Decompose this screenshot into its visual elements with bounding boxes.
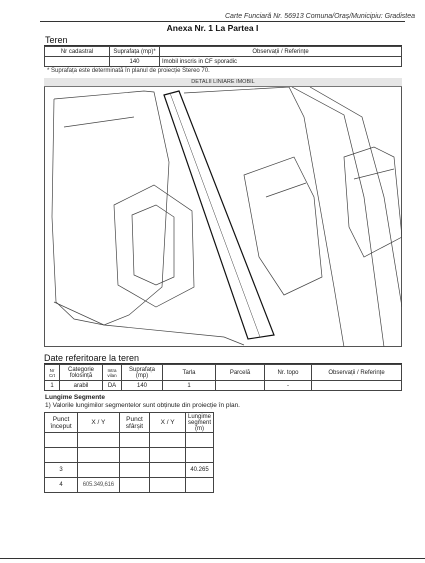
teren-col-nrcad: Nr cadastral <box>45 47 110 57</box>
map-line <box>64 117 134 127</box>
seg-cell <box>78 448 120 463</box>
seg-cell <box>150 433 186 448</box>
date-col-categorie: Categorie folosință <box>60 365 103 381</box>
teren-title: Teren <box>45 35 68 45</box>
date-cell-obs <box>312 381 402 391</box>
map-building-left <box>114 185 194 307</box>
header-cf-info: Carte Funciară Nr. 56913 Comuna/Oraș/Municipiu: Gradistea <box>225 13 415 20</box>
date-col-obs: Observații / Referințe <box>312 365 402 381</box>
teren-table <box>44 46 402 67</box>
map-title: DETALII LINIARE IMOBIL <box>44 78 402 87</box>
teren-cell-obs: Imobil inscris in CF sporadic <box>160 57 402 67</box>
seg-cell <box>45 433 78 448</box>
date-col-supr: Suprafața (mp) <box>122 365 163 381</box>
teren-col-supr: Suprafața (mp)* <box>110 47 160 57</box>
map-strip-inner <box>170 93 260 337</box>
seg-cell <box>119 448 150 463</box>
date-cell-categorie: arabil <box>60 381 103 391</box>
date-col-nrtopo: Nr. topo <box>265 365 312 381</box>
teren-col-obs: Observații / Referințe <box>160 47 402 57</box>
date-cell-supr: 140 <box>122 381 163 391</box>
lungime-note: 1) Valorile lungimilor segmentelor sunt obținute din proiecție în plan. <box>45 402 240 409</box>
map-building-left-inner <box>132 205 174 285</box>
seg-cell <box>185 448 213 463</box>
teren-cell-nrcad <box>45 57 110 67</box>
date-ref-title: Date referitoare la teren <box>44 353 140 363</box>
seg-cell: 605.349,616 <box>78 478 120 493</box>
date-col-parcela: Parcelă <box>216 365 265 381</box>
seg-cell <box>119 463 150 478</box>
date-col-tarla: Tarla <box>163 365 216 381</box>
seg-cell <box>78 433 120 448</box>
segments-table <box>44 412 214 493</box>
seg-cell <box>119 478 150 493</box>
table-row <box>45 433 214 448</box>
date-cell-tarla: 1 <box>163 381 216 391</box>
seg-cell <box>185 478 213 493</box>
date-cell-nrtopo: - <box>265 381 312 391</box>
table-row <box>45 463 214 478</box>
seg-col-length: Lungime segment (m) <box>185 413 213 433</box>
date-col-intravilan: Intra vilan <box>103 365 122 381</box>
date-cell-nr: 1 <box>45 381 60 391</box>
date-cell-parcela <box>216 381 265 391</box>
teren-cell-supr: 140 <box>110 57 160 67</box>
table-row <box>45 448 214 463</box>
map-parcel-bottom <box>54 302 244 345</box>
seg-cell <box>185 433 213 448</box>
map-building-right <box>344 147 402 257</box>
page-bottom-rule <box>0 558 425 559</box>
seg-cell: 3 <box>45 463 78 478</box>
map-parcel-strip <box>164 91 274 339</box>
seg-col-end: Punct sfârșit <box>119 413 150 433</box>
teren-note: * Suprafața este determinată în planul de proiecție Stereo 70. <box>47 68 210 74</box>
map-line-right <box>354 169 394 179</box>
seg-cell <box>150 448 186 463</box>
date-ref-table <box>44 364 402 391</box>
seg-cell <box>119 433 150 448</box>
map-road-edge-2 <box>310 87 402 307</box>
seg-col-start: Punct început <box>45 413 78 433</box>
seg-col-xy1: X / Y <box>78 413 120 433</box>
parcel-map <box>44 87 402 347</box>
date-cell-intravilan: DA <box>103 381 122 391</box>
map-building-mid <box>244 157 322 295</box>
map-line-mid <box>266 183 306 197</box>
seg-col-xy2: X / Y <box>150 413 186 433</box>
seg-cell <box>150 478 186 493</box>
seg-cell: 4 <box>45 478 78 493</box>
lungime-title: Lungime Segmente <box>45 394 105 401</box>
table-row <box>45 478 214 493</box>
seg-cell <box>150 463 186 478</box>
seg-cell <box>45 448 78 463</box>
seg-cell <box>78 463 120 478</box>
seg-cell: 40.265 <box>185 463 213 478</box>
date-col-nr: Nr Crt <box>45 365 60 381</box>
header-rule <box>40 21 405 22</box>
anexa-title: Anexa Nr. 1 La Partea I <box>166 23 259 33</box>
